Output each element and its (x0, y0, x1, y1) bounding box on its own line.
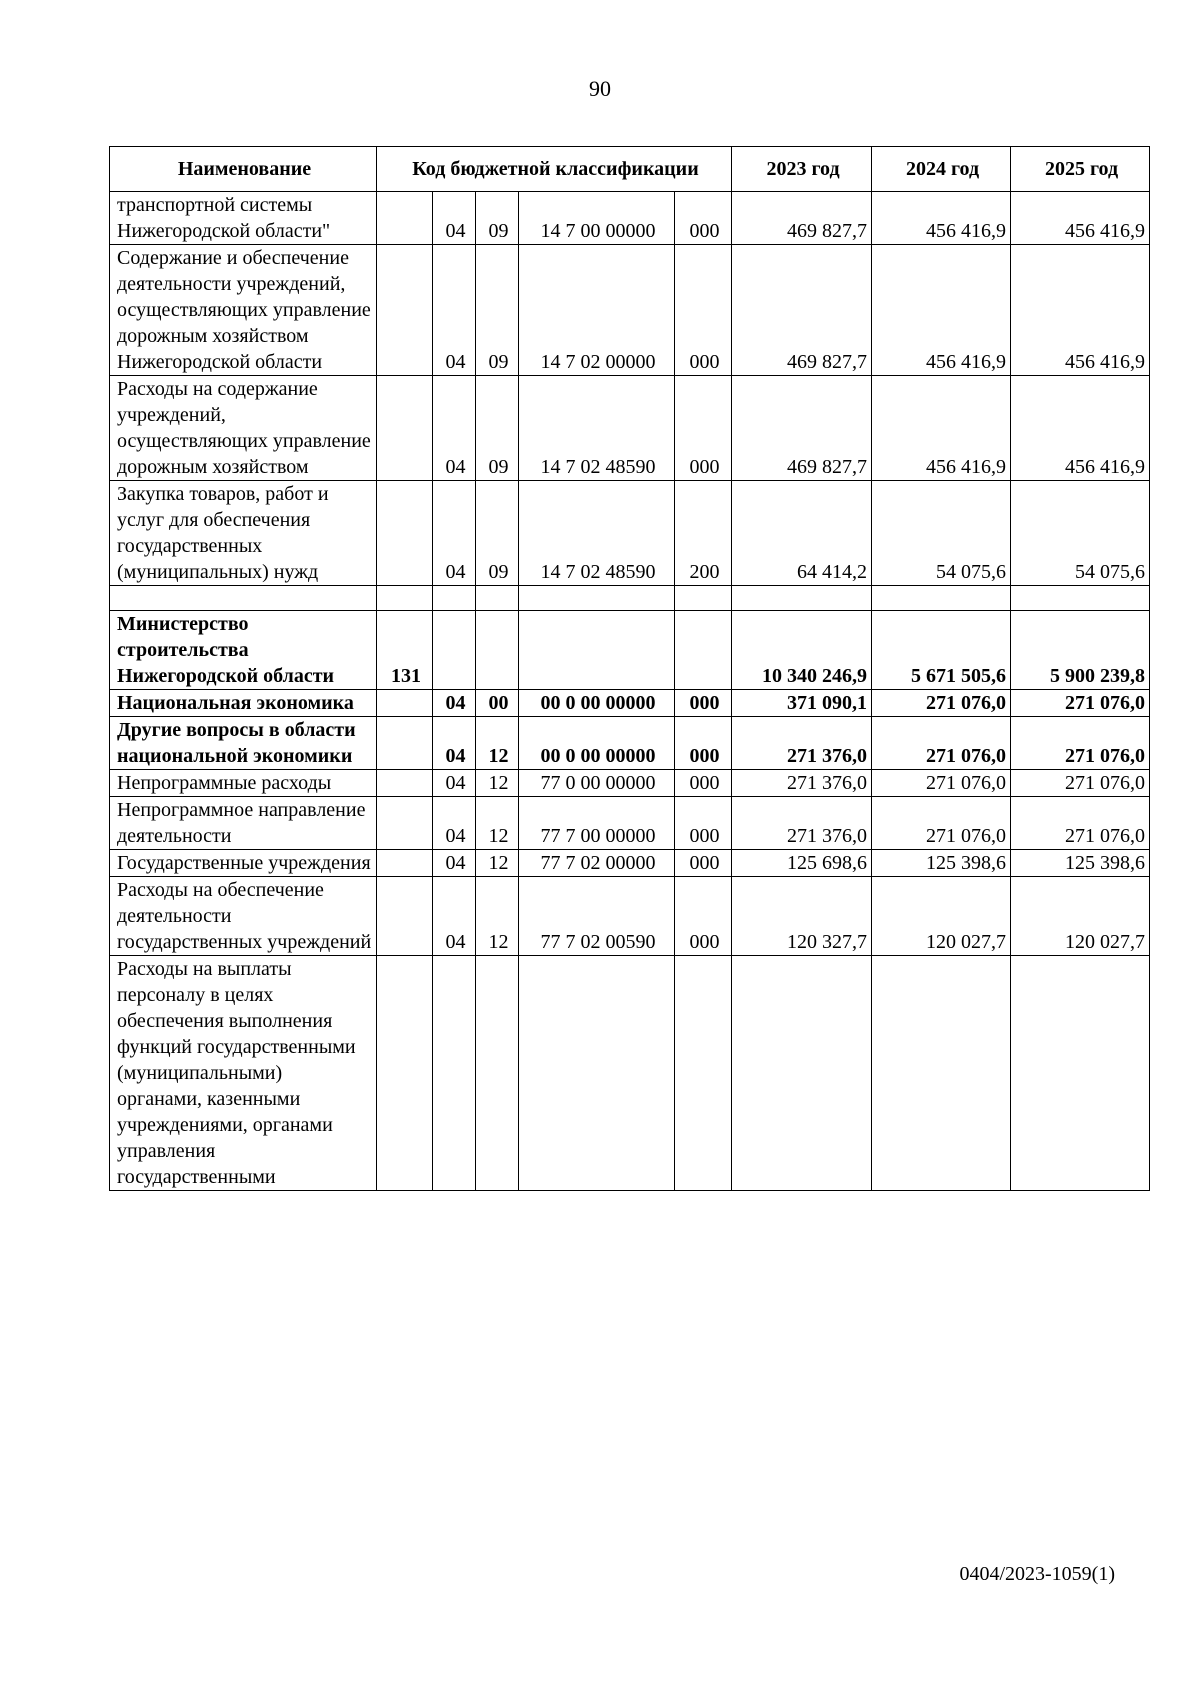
row-name: Непрограммные расходы (110, 770, 377, 797)
value-2023: 469 827,7 (732, 376, 872, 481)
code-pr: 00 (476, 690, 519, 717)
code-vr: 000 (675, 770, 732, 797)
code-pr: 12 (476, 770, 519, 797)
value-2023: 271 376,0 (732, 770, 872, 797)
code-vr: 000 (675, 376, 732, 481)
empty-cell (1011, 586, 1150, 611)
value-2023: 469 827,7 (732, 192, 872, 245)
value-2023: 271 376,0 (732, 797, 872, 850)
code-gr (377, 770, 433, 797)
value-2025: 271 076,0 (1011, 770, 1150, 797)
code-pr (476, 956, 519, 1191)
header-2023: 2023 год (732, 147, 872, 192)
table-row (110, 797, 1150, 850)
code-vr: 000 (675, 192, 732, 245)
code-rz: 04 (433, 245, 476, 376)
code-rz: 04 (433, 877, 476, 956)
header-row (110, 147, 1150, 192)
value-2023: 371 090,1 (732, 690, 872, 717)
value-2025: 271 076,0 (1011, 797, 1150, 850)
header-name: Наименование (110, 147, 377, 192)
document-code: 0404/2023-1059(1) (959, 1563, 1115, 1585)
code-gr (377, 192, 433, 245)
row-name: Расходы на содержание учреждений, осуществляющих управление дорожным хозяйством (110, 376, 377, 481)
value-2025: 120 027,7 (1011, 877, 1150, 956)
table-row (110, 245, 1150, 376)
code-csr: 00 0 00 00000 (519, 690, 675, 717)
value-2025: 456 416,9 (1011, 245, 1150, 376)
code-csr: 77 7 00 00000 (519, 797, 675, 850)
value-2024: 456 416,9 (872, 376, 1011, 481)
code-csr: 77 7 02 00590 (519, 877, 675, 956)
code-rz: 04 (433, 850, 476, 877)
code-rz: 04 (433, 690, 476, 717)
code-vr: 000 (675, 797, 732, 850)
row-name: Расходы на обеспечение деятельности государственных учреждений (110, 877, 377, 956)
code-gr (377, 690, 433, 717)
code-vr: 000 (675, 877, 732, 956)
value-2024: 456 416,9 (872, 192, 1011, 245)
code-rz: 04 (433, 770, 476, 797)
row-name: транспортной системы Нижегородской области" (110, 192, 377, 245)
code-vr: 000 (675, 850, 732, 877)
value-2024: 120 027,7 (872, 877, 1011, 956)
value-2024: 54 075,6 (872, 481, 1011, 586)
code-pr: 09 (476, 481, 519, 586)
code-csr: 77 7 02 00000 (519, 850, 675, 877)
value-2023: 10 340 246,9 (732, 611, 872, 690)
code-rz: 04 (433, 797, 476, 850)
value-2023 (732, 956, 872, 1191)
code-csr (519, 956, 675, 1191)
row-name: Министерство строительства Нижегородской области (110, 611, 377, 690)
row-name: Закупка товаров, работ и услуг для обеспечения государственных (муниципальных) нужд (110, 481, 377, 586)
code-vr: 000 (675, 717, 732, 770)
empty-cell (675, 586, 732, 611)
empty-cell (732, 586, 872, 611)
empty-cell (519, 586, 675, 611)
code-gr (377, 245, 433, 376)
code-vr: 200 (675, 481, 732, 586)
header-2024: 2024 год (872, 147, 1011, 192)
code-csr (519, 611, 675, 690)
row-name: Государственные учреждения (110, 850, 377, 877)
row-name: Содержание и обеспечение деятельности учреждений, осуществляющих управление дорожным хозяйством Нижегородской области (110, 245, 377, 376)
value-2024: 5 671 505,6 (872, 611, 1011, 690)
code-pr: 09 (476, 192, 519, 245)
code-rz (433, 956, 476, 1191)
code-gr (377, 956, 433, 1191)
empty-cell (110, 586, 377, 611)
value-2025 (1011, 956, 1150, 1191)
table-row (110, 956, 1150, 1191)
table-row (110, 717, 1150, 770)
table-row (110, 481, 1150, 586)
value-2025: 456 416,9 (1011, 376, 1150, 481)
code-gr (377, 717, 433, 770)
header-code: Код бюджетной классификации (377, 147, 732, 192)
value-2023: 469 827,7 (732, 245, 872, 376)
code-gr: 131 (377, 611, 433, 690)
table-row (110, 376, 1150, 481)
value-2024 (872, 956, 1011, 1191)
code-csr: 14 7 02 48590 (519, 376, 675, 481)
code-vr: 000 (675, 690, 732, 717)
code-pr: 12 (476, 717, 519, 770)
header-2025: 2025 год (1011, 147, 1150, 192)
empty-cell (872, 586, 1011, 611)
code-pr: 12 (476, 797, 519, 850)
code-csr: 14 7 00 00000 (519, 192, 675, 245)
budget-table (109, 146, 1150, 1191)
value-2024: 271 076,0 (872, 690, 1011, 717)
table-row (110, 770, 1150, 797)
value-2023: 64 414,2 (732, 481, 872, 586)
table-row (110, 690, 1150, 717)
table-row (110, 877, 1150, 956)
code-gr (377, 376, 433, 481)
value-2025: 54 075,6 (1011, 481, 1150, 586)
value-2024: 125 398,6 (872, 850, 1011, 877)
value-2025: 125 398,6 (1011, 850, 1150, 877)
empty-cell (377, 586, 433, 611)
code-rz: 04 (433, 717, 476, 770)
empty-cell (433, 586, 476, 611)
code-gr (377, 850, 433, 877)
code-rz (433, 611, 476, 690)
value-2023: 120 327,7 (732, 877, 872, 956)
page-number: 90 (589, 76, 611, 101)
code-rz: 04 (433, 481, 476, 586)
value-2023: 271 376,0 (732, 717, 872, 770)
value-2024: 271 076,0 (872, 717, 1011, 770)
value-2024: 456 416,9 (872, 245, 1011, 376)
code-csr: 77 0 00 00000 (519, 770, 675, 797)
value-2024: 271 076,0 (872, 797, 1011, 850)
code-csr: 00 0 00 00000 (519, 717, 675, 770)
code-pr: 09 (476, 245, 519, 376)
value-2025: 5 900 239,8 (1011, 611, 1150, 690)
value-2025: 271 076,0 (1011, 717, 1150, 770)
row-name: Другие вопросы в области национальной экономики (110, 717, 377, 770)
code-csr: 14 7 02 48590 (519, 481, 675, 586)
code-pr: 12 (476, 877, 519, 956)
value-2024: 271 076,0 (872, 770, 1011, 797)
value-2025: 456 416,9 (1011, 192, 1150, 245)
table-row (110, 611, 1150, 690)
spacer-row (110, 586, 1150, 611)
code-rz: 04 (433, 192, 476, 245)
code-rz: 04 (433, 376, 476, 481)
value-2025: 271 076,0 (1011, 690, 1150, 717)
code-csr: 14 7 02 00000 (519, 245, 675, 376)
table-row (110, 850, 1150, 877)
table-row (110, 192, 1150, 245)
empty-cell (476, 586, 519, 611)
code-pr: 09 (476, 376, 519, 481)
code-vr (675, 956, 732, 1191)
code-vr: 000 (675, 245, 732, 376)
code-gr (377, 877, 433, 956)
value-2023: 125 698,6 (732, 850, 872, 877)
code-gr (377, 797, 433, 850)
row-name: Расходы на выплаты персоналу в целях обеспечения выполнения функций государственными (муниципальными) органами, казенными учреждениями, органами управления государственными (110, 956, 377, 1191)
row-name: Непрограммное направление деятельности (110, 797, 377, 850)
code-vr (675, 611, 732, 690)
row-name: Национальная экономика (110, 690, 377, 717)
code-pr: 12 (476, 850, 519, 877)
code-pr (476, 611, 519, 690)
code-gr (377, 481, 433, 586)
